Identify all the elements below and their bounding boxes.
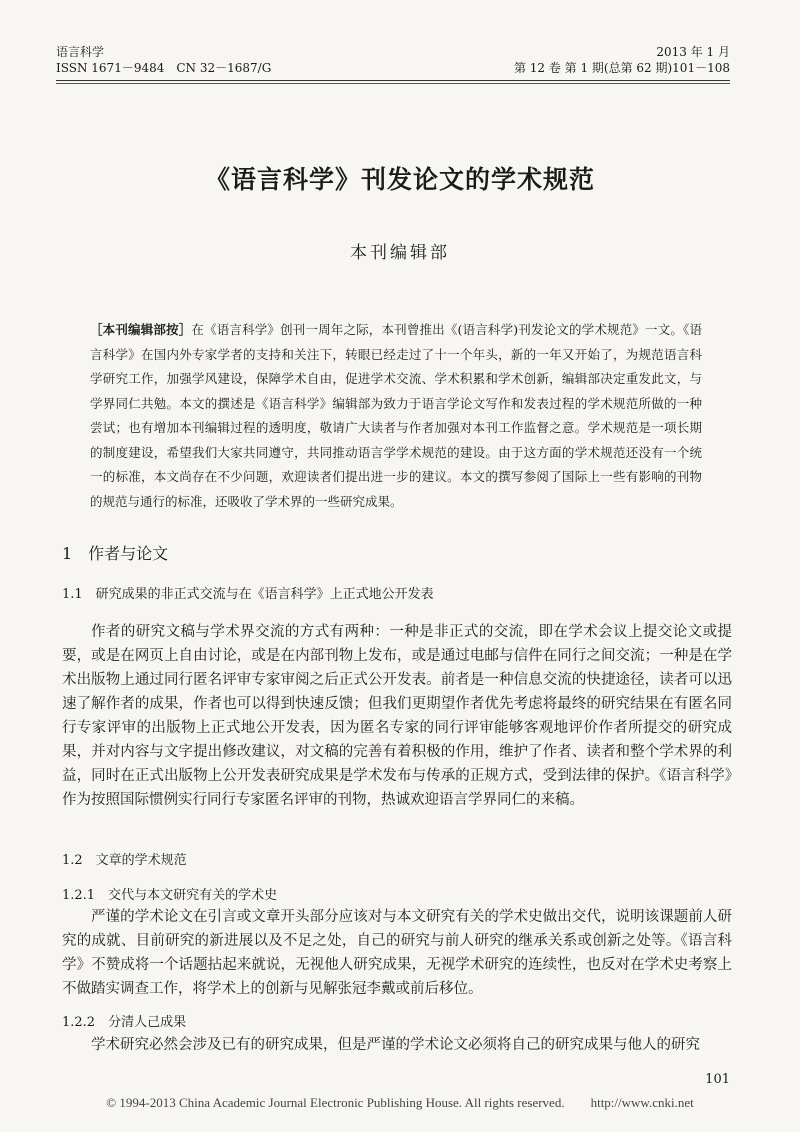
section-heading-1-2: 1.2 文章的学术规范 [62, 853, 187, 868]
issue-date: 2013 年 1 月 [656, 45, 730, 59]
body-paragraph: 作者的研究文稿与学术界交流的方式有两种：一种是非正式的交流，即在学术会议上提交论文或提要，或是在网页上自由讨论，或是在内部刊物上发布，或是通过电邮与信件在同行之间交流；一种是在学术出版物上通过同行匿名评审专家审阅之后正式公开发表。前者是一种信息交流的快捷途径，读者可以迅速了解作者的成果，作者也可以得到快速反馈；但我们更期望作者优先考虑将最终的研究结果在有匿名同行专家评审的出版物上正式地公开发表，因为匿名专家的同行评审能够客观地评价作者所提交的研究成果，并对内容与文字提出修改建议，对文稿的完善有着积极的作用，维护了作者、读者和整个学术界的利益，同时在正式出版物上公开发表研究成果是学术发布与传承的正规方式，受到法律的保护。《语言科学》作为按照国际惯例实行同行专家匿名评审的刊物，热诚欢迎语言学界同仁的来稿。 [62, 624, 732, 808]
issn-line: ISSN 1671－9484 CN 32－1687/G [56, 61, 272, 75]
article-title: 《语言科学》刊发论文的学术规范 [204, 165, 595, 194]
body-paragraph: 严谨的学术论文在引言或文章开头部分应该对与本文研究有关的学术史做出交代，说明该课题前人研究的成就、目前研究的新进展以及不足之处，自己的研究与前人研究的继承关系或创新之处等。《语言科学》不赞成将一个话题拈起来就说，无视他人研究成果，无视学术研究的连续性，也反对在学术史考察上不做踏实调查工作，将学术上的创新与见解张冠李戴或前后移位。 [62, 909, 732, 997]
editor-note [90, 318, 702, 514]
article-author: 本刊编辑部 [350, 243, 450, 263]
header-rule [56, 80, 730, 81]
section-heading-1-1: 1.1 研究成果的非正式交流与在《语言科学》上正式地公开发表 [62, 587, 434, 602]
body-paragraph: 学术研究必然会涉及已有的研究成果，但是严谨的学术论文必须将自己的研究成果与他人的研究 [91, 1037, 700, 1053]
copyright-footer: © 1994-2013 China Academic Journal Electronic Publishing House. All rights reserved. http://www.cnki.net [106, 1095, 694, 1110]
header-rule-thin [56, 83, 730, 84]
section-heading-1-2-1: 1.2.1 交代与本文研究有关的学术史 [62, 888, 278, 903]
running-header-right [514, 44, 730, 76]
running-header-left [56, 44, 271, 76]
section-heading-1-2-2: 1.2.2 分清人己成果 [62, 1015, 187, 1030]
volume-info: 第 12 卷 第 1 期(总第 62 期)101－108 [513, 61, 730, 75]
page-number: 101 [705, 1072, 730, 1087]
editor-note-tag: ［本刊编辑部按］ [90, 322, 192, 337]
journal-name: 语言科学 [56, 45, 105, 59]
section-heading-1: 1 作者与论文 [62, 544, 169, 563]
editor-note-text: 在《语言科学》创刊一周年之际，本刊曾推出《(语言科学)刊发论文的学术规范》一文。《语言科学》在国内外专家学者的支持和关注下，转眼已经走过了十一个年头，新的一年又开始了，为规范语言科学研究工作，加强学风建设，保障学术自由，促进学术交流、学术积累和学术创新，编辑部决定重发此文，与学界同仁共勉。本文的撰述是《语言科学》编辑部为致力于语言学论文写作和发表过程的学术规范所做的一种尝试；也有增加本刊编辑过程的透明度，敬请广大读者与作者加强对本刊工作监督之意。学术规范是一项长期的制度建设，希望我们大家共同遵守，共同推动语言学学术规范的建设。由于这方面的学术规范还没有一个统一的标准，本文尚存在不少问题，欢迎读者们提出进一步的建议。本文的撰写参阅了国际上一些有影响的刊物的规范与通行的标准，还吸收了学术界的一些研究成果。 [90, 322, 702, 509]
